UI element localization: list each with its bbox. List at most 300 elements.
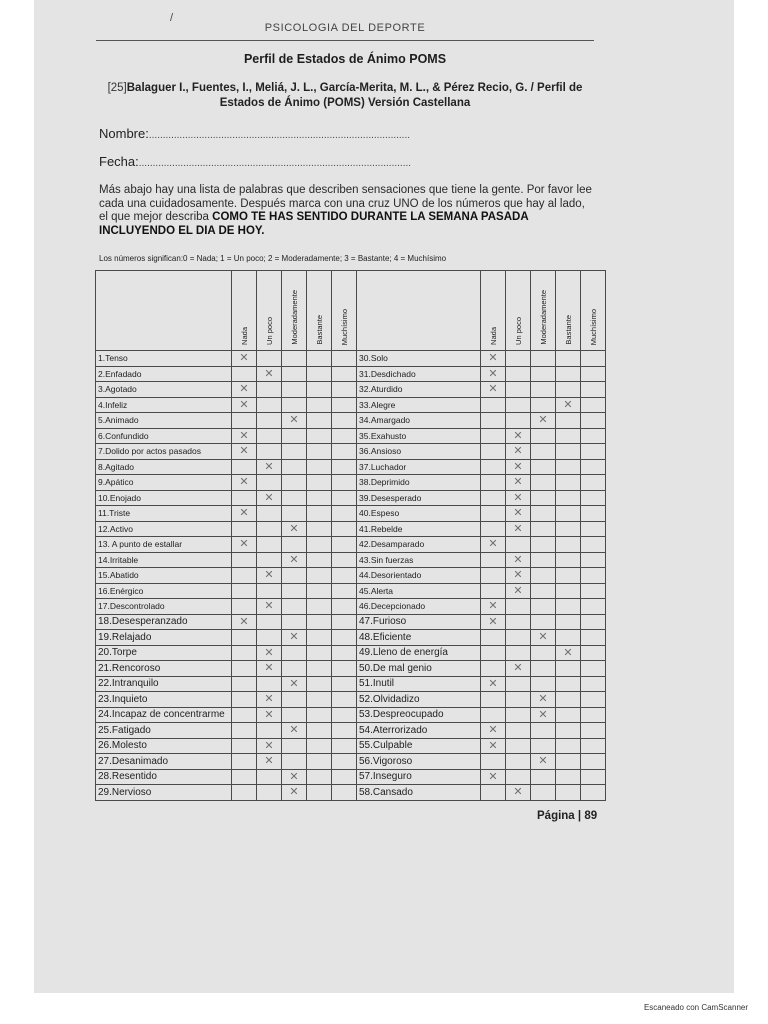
rating-cell[interactable] xyxy=(307,428,332,444)
rating-cell[interactable] xyxy=(581,738,606,754)
rating-cell[interactable] xyxy=(531,568,556,584)
rating-cell[interactable] xyxy=(481,568,506,584)
rating-cell[interactable] xyxy=(282,552,307,568)
rating-cell[interactable] xyxy=(332,459,357,475)
rating-cell[interactable] xyxy=(581,568,606,584)
date-field[interactable] xyxy=(99,154,411,169)
rating-cell[interactable] xyxy=(232,769,257,785)
rating-cell[interactable] xyxy=(481,754,506,770)
rating-cell[interactable] xyxy=(581,413,606,429)
rating-cell[interactable] xyxy=(481,351,506,367)
rating-cell[interactable] xyxy=(556,599,581,615)
rating-cell[interactable] xyxy=(232,537,257,553)
rating-cell[interactable] xyxy=(332,723,357,739)
rating-cell[interactable] xyxy=(332,707,357,723)
rating-cell[interactable] xyxy=(506,382,531,398)
table-row xyxy=(96,351,606,367)
rating-cell[interactable] xyxy=(282,614,307,630)
rating-cell[interactable] xyxy=(481,366,506,382)
rating-cell[interactable] xyxy=(531,692,556,708)
rating-cell[interactable] xyxy=(332,537,357,553)
rating-cell[interactable] xyxy=(257,490,282,506)
rating-cell[interactable] xyxy=(581,366,606,382)
rating-cell[interactable] xyxy=(556,738,581,754)
rating-cell[interactable] xyxy=(257,645,282,661)
cross-mark: ✕ xyxy=(488,600,498,613)
rating-cell[interactable] xyxy=(506,506,531,522)
table-row xyxy=(96,676,606,692)
rating-cell[interactable] xyxy=(257,568,282,584)
rating-cell[interactable] xyxy=(581,444,606,460)
rating-cell[interactable] xyxy=(556,444,581,460)
rating-cell[interactable] xyxy=(257,475,282,491)
rating-cell[interactable] xyxy=(307,599,332,615)
rating-cell[interactable] xyxy=(531,397,556,413)
rating-cell[interactable] xyxy=(307,382,332,398)
rating-cell[interactable] xyxy=(282,490,307,506)
rating-cell[interactable] xyxy=(506,397,531,413)
rating-cell[interactable] xyxy=(257,459,282,475)
rating-cell[interactable] xyxy=(282,397,307,413)
rating-cell[interactable] xyxy=(556,568,581,584)
rating-cell[interactable] xyxy=(307,614,332,630)
cross-mark: ✕ xyxy=(264,600,274,613)
rating-cell[interactable] xyxy=(581,428,606,444)
rating-cell[interactable] xyxy=(232,785,257,801)
rating-cell[interactable] xyxy=(531,552,556,568)
rating-cell[interactable] xyxy=(232,506,257,522)
cross-mark: ✕ xyxy=(538,693,548,706)
rating-cell[interactable] xyxy=(531,413,556,429)
rating-cell[interactable] xyxy=(307,537,332,553)
rating-cell[interactable] xyxy=(257,754,282,770)
rating-cell[interactable] xyxy=(481,676,506,692)
rating-cell[interactable] xyxy=(506,738,531,754)
rating-cell[interactable] xyxy=(506,444,531,460)
rating-cell[interactable] xyxy=(332,754,357,770)
rating-cell[interactable] xyxy=(232,413,257,429)
rating-cell[interactable] xyxy=(332,661,357,677)
rating-cell[interactable] xyxy=(307,366,332,382)
rating-cell[interactable] xyxy=(556,537,581,553)
rating-cell[interactable] xyxy=(232,382,257,398)
rating-cell[interactable] xyxy=(282,738,307,754)
rating-cell[interactable] xyxy=(232,444,257,460)
rating-cell[interactable] xyxy=(531,754,556,770)
rating-cell[interactable] xyxy=(531,738,556,754)
rating-cell[interactable] xyxy=(332,366,357,382)
rating-cell[interactable] xyxy=(307,785,332,801)
rating-cell[interactable] xyxy=(307,351,332,367)
rating-cell[interactable] xyxy=(581,459,606,475)
rating-cell[interactable] xyxy=(481,413,506,429)
rating-cell[interactable] xyxy=(556,552,581,568)
cross-mark: ✕ xyxy=(513,460,523,473)
rating-cell[interactable] xyxy=(481,382,506,398)
item-label: 20.Torpe xyxy=(96,645,232,661)
rating-cell[interactable] xyxy=(481,537,506,553)
rating-cell[interactable] xyxy=(257,599,282,615)
rating-cell[interactable] xyxy=(506,614,531,630)
rating-cell[interactable] xyxy=(531,506,556,522)
rating-cell[interactable] xyxy=(581,521,606,537)
rating-cell[interactable] xyxy=(506,754,531,770)
rating-cell[interactable] xyxy=(282,459,307,475)
rating-cell[interactable] xyxy=(556,723,581,739)
rating-cell[interactable] xyxy=(257,661,282,677)
rating-cell[interactable] xyxy=(232,521,257,537)
rating-cell[interactable] xyxy=(257,614,282,630)
rating-cell[interactable] xyxy=(307,413,332,429)
rating-cell[interactable] xyxy=(506,661,531,677)
rating-cell[interactable] xyxy=(506,537,531,553)
rating-cell[interactable] xyxy=(232,568,257,584)
rating-cell[interactable] xyxy=(506,645,531,661)
rating-cell[interactable] xyxy=(232,552,257,568)
rating-cell[interactable] xyxy=(307,490,332,506)
rating-cell[interactable] xyxy=(307,459,332,475)
rating-cell[interactable] xyxy=(257,366,282,382)
rating-cell[interactable] xyxy=(257,428,282,444)
rating-cell[interactable] xyxy=(282,475,307,491)
rating-cell[interactable] xyxy=(307,568,332,584)
rating-cell[interactable] xyxy=(332,785,357,801)
rating-cell[interactable] xyxy=(307,583,332,599)
rating-cell[interactable] xyxy=(581,351,606,367)
rating-cell[interactable] xyxy=(332,382,357,398)
rating-cell[interactable] xyxy=(257,444,282,460)
rating-cell[interactable] xyxy=(556,490,581,506)
rating-cell[interactable] xyxy=(257,351,282,367)
rating-cell[interactable] xyxy=(581,552,606,568)
rating-cell[interactable] xyxy=(556,769,581,785)
rating-cell[interactable] xyxy=(282,785,307,801)
rating-cell[interactable] xyxy=(531,537,556,553)
rating-cell[interactable] xyxy=(232,614,257,630)
rating-cell[interactable] xyxy=(556,506,581,522)
rating-cell[interactable] xyxy=(307,754,332,770)
rating-cell[interactable] xyxy=(232,351,257,367)
rating-cell[interactable] xyxy=(332,676,357,692)
rating-cell[interactable] xyxy=(481,692,506,708)
rating-cell[interactable] xyxy=(581,599,606,615)
rating-cell[interactable] xyxy=(307,723,332,739)
rating-cell[interactable] xyxy=(257,397,282,413)
rating-cell[interactable] xyxy=(332,413,357,429)
rating-cell[interactable] xyxy=(581,785,606,801)
rating-cell[interactable] xyxy=(282,583,307,599)
rating-cell[interactable] xyxy=(307,630,332,646)
rating-cell[interactable] xyxy=(307,707,332,723)
rating-cell[interactable] xyxy=(531,614,556,630)
rating-cell[interactable] xyxy=(531,785,556,801)
rating-cell[interactable] xyxy=(282,645,307,661)
rating-cell[interactable] xyxy=(581,490,606,506)
rating-cell[interactable] xyxy=(307,676,332,692)
rating-cell[interactable] xyxy=(282,537,307,553)
rating-cell[interactable] xyxy=(506,475,531,491)
rating-cell[interactable] xyxy=(257,723,282,739)
rating-cell[interactable] xyxy=(307,769,332,785)
rating-cell[interactable] xyxy=(581,707,606,723)
rating-cell[interactable] xyxy=(332,738,357,754)
rating-cell[interactable] xyxy=(481,521,506,537)
rating-cell[interactable] xyxy=(581,614,606,630)
rating-cell[interactable] xyxy=(481,475,506,491)
rating-cell[interactable] xyxy=(282,366,307,382)
rating-cell[interactable] xyxy=(257,506,282,522)
rating-cell[interactable] xyxy=(556,382,581,398)
rating-cell[interactable] xyxy=(232,366,257,382)
rating-cell[interactable] xyxy=(257,692,282,708)
rating-cell[interactable] xyxy=(481,599,506,615)
rating-cell[interactable] xyxy=(506,366,531,382)
rating-cell[interactable] xyxy=(232,428,257,444)
rating-cell[interactable] xyxy=(232,661,257,677)
rating-cell[interactable] xyxy=(282,599,307,615)
rating-cell[interactable] xyxy=(506,413,531,429)
rating-cell[interactable] xyxy=(307,475,332,491)
rating-cell[interactable] xyxy=(531,444,556,460)
rating-cell[interactable] xyxy=(531,428,556,444)
rating-cell[interactable] xyxy=(506,583,531,599)
rating-cell[interactable] xyxy=(282,428,307,444)
rating-cell[interactable] xyxy=(257,521,282,537)
rating-cell[interactable] xyxy=(531,723,556,739)
rating-cell[interactable] xyxy=(581,754,606,770)
rating-cell[interactable] xyxy=(282,676,307,692)
rating-cell[interactable] xyxy=(481,583,506,599)
rating-cell[interactable] xyxy=(232,754,257,770)
rating-cell[interactable] xyxy=(332,428,357,444)
rating-cell[interactable] xyxy=(556,413,581,429)
rating-cell[interactable] xyxy=(556,583,581,599)
rating-cell[interactable] xyxy=(282,692,307,708)
rating-cell[interactable] xyxy=(531,475,556,491)
rating-cell[interactable] xyxy=(556,614,581,630)
rating-cell[interactable] xyxy=(481,614,506,630)
rating-cell[interactable] xyxy=(232,397,257,413)
rating-cell[interactable] xyxy=(282,769,307,785)
rating-cell[interactable] xyxy=(307,444,332,460)
rating-cell[interactable] xyxy=(232,692,257,708)
rating-cell[interactable] xyxy=(481,785,506,801)
rating-cell[interactable] xyxy=(282,754,307,770)
rating-cell[interactable] xyxy=(257,738,282,754)
rating-cell[interactable] xyxy=(481,645,506,661)
rating-cell[interactable] xyxy=(556,397,581,413)
rating-cell[interactable] xyxy=(232,490,257,506)
rating-cell[interactable] xyxy=(282,521,307,537)
rating-cell[interactable] xyxy=(332,521,357,537)
rating-cell[interactable] xyxy=(556,661,581,677)
rating-cell[interactable] xyxy=(556,351,581,367)
rating-cell[interactable] xyxy=(581,397,606,413)
rating-cell[interactable] xyxy=(282,707,307,723)
rating-cell[interactable] xyxy=(506,490,531,506)
rating-cell[interactable] xyxy=(481,490,506,506)
cross-mark: ✕ xyxy=(513,476,523,489)
rating-cell[interactable] xyxy=(481,506,506,522)
rating-cell[interactable] xyxy=(581,692,606,708)
rating-cell[interactable] xyxy=(257,630,282,646)
rating-cell[interactable] xyxy=(282,568,307,584)
name-field[interactable] xyxy=(99,126,410,141)
rating-cell[interactable] xyxy=(581,583,606,599)
rating-cell[interactable] xyxy=(531,583,556,599)
rating-cell[interactable] xyxy=(506,459,531,475)
rating-cell[interactable] xyxy=(332,568,357,584)
rating-cell[interactable] xyxy=(556,645,581,661)
rating-cell[interactable] xyxy=(556,692,581,708)
rating-cell[interactable] xyxy=(581,676,606,692)
rating-cell[interactable] xyxy=(332,630,357,646)
rating-cell[interactable] xyxy=(556,459,581,475)
rating-cell[interactable] xyxy=(531,459,556,475)
rating-cell[interactable] xyxy=(481,459,506,475)
rating-cell[interactable] xyxy=(257,552,282,568)
rating-cell[interactable] xyxy=(531,490,556,506)
rating-cell[interactable] xyxy=(531,382,556,398)
rating-cell[interactable] xyxy=(556,707,581,723)
rating-cell[interactable] xyxy=(307,397,332,413)
rating-cell[interactable] xyxy=(556,676,581,692)
rating-cell[interactable] xyxy=(506,351,531,367)
rating-cell[interactable] xyxy=(506,723,531,739)
rating-cell[interactable] xyxy=(332,583,357,599)
rating-cell[interactable] xyxy=(481,428,506,444)
rating-cell[interactable] xyxy=(232,738,257,754)
rating-cell[interactable] xyxy=(506,630,531,646)
rating-cell[interactable] xyxy=(282,506,307,522)
rating-cell[interactable] xyxy=(581,537,606,553)
rating-cell[interactable] xyxy=(581,661,606,677)
rating-cell[interactable] xyxy=(481,723,506,739)
rating-cell[interactable] xyxy=(257,676,282,692)
rating-cell[interactable] xyxy=(531,707,556,723)
rating-cell[interactable] xyxy=(556,428,581,444)
rating-cell[interactable] xyxy=(506,552,531,568)
rating-cell[interactable] xyxy=(531,676,556,692)
rating-cell[interactable] xyxy=(232,723,257,739)
rating-cell[interactable] xyxy=(506,568,531,584)
rating-cell[interactable] xyxy=(506,707,531,723)
rating-cell[interactable] xyxy=(232,459,257,475)
rating-cell[interactable] xyxy=(556,521,581,537)
rating-cell[interactable] xyxy=(556,630,581,646)
rating-cell[interactable] xyxy=(332,599,357,615)
rating-cell[interactable] xyxy=(282,630,307,646)
rating-cell[interactable] xyxy=(506,769,531,785)
rating-cell[interactable] xyxy=(481,769,506,785)
rating-cell[interactable] xyxy=(481,738,506,754)
rating-cell[interactable] xyxy=(257,707,282,723)
rating-cell[interactable] xyxy=(232,599,257,615)
rating-cell[interactable] xyxy=(481,397,506,413)
rating-cell[interactable] xyxy=(556,754,581,770)
rating-cell[interactable] xyxy=(531,645,556,661)
rating-cell[interactable] xyxy=(282,661,307,677)
rating-cell[interactable] xyxy=(556,366,581,382)
rating-cell[interactable] xyxy=(232,583,257,599)
rating-cell[interactable] xyxy=(581,645,606,661)
rating-cell[interactable] xyxy=(282,444,307,460)
rating-cell[interactable] xyxy=(481,552,506,568)
rating-cell[interactable] xyxy=(531,521,556,537)
rating-cell[interactable] xyxy=(581,769,606,785)
rating-cell[interactable] xyxy=(581,723,606,739)
rating-cell[interactable] xyxy=(307,692,332,708)
rating-cell[interactable] xyxy=(332,397,357,413)
rating-cell[interactable] xyxy=(506,428,531,444)
rating-cell[interactable] xyxy=(307,738,332,754)
rating-cell[interactable] xyxy=(531,351,556,367)
rating-cell[interactable] xyxy=(581,382,606,398)
rating-cell[interactable] xyxy=(307,506,332,522)
rating-cell[interactable] xyxy=(506,599,531,615)
rating-cell[interactable] xyxy=(282,413,307,429)
rating-cell[interactable] xyxy=(506,785,531,801)
rating-cell[interactable] xyxy=(307,661,332,677)
rating-cell[interactable] xyxy=(581,475,606,491)
rating-cell[interactable] xyxy=(232,645,257,661)
rating-cell[interactable] xyxy=(332,769,357,785)
rating-cell[interactable] xyxy=(257,537,282,553)
rating-cell[interactable] xyxy=(531,366,556,382)
rating-cell[interactable] xyxy=(257,583,282,599)
rating-cell[interactable] xyxy=(506,692,531,708)
rating-cell[interactable] xyxy=(531,769,556,785)
rating-cell[interactable] xyxy=(307,552,332,568)
rating-cell[interactable] xyxy=(581,630,606,646)
rating-cell[interactable] xyxy=(531,661,556,677)
rating-cell[interactable] xyxy=(531,630,556,646)
rating-cell[interactable] xyxy=(257,769,282,785)
rating-cell[interactable] xyxy=(282,382,307,398)
rating-cell[interactable] xyxy=(232,475,257,491)
rating-cell[interactable] xyxy=(481,444,506,460)
rating-cell[interactable] xyxy=(307,645,332,661)
rating-cell[interactable] xyxy=(556,475,581,491)
rating-cell[interactable] xyxy=(332,506,357,522)
rating-cell[interactable] xyxy=(556,785,581,801)
rating-cell[interactable] xyxy=(257,382,282,398)
rating-cell[interactable] xyxy=(282,723,307,739)
rating-cell[interactable] xyxy=(232,630,257,646)
rating-cell[interactable] xyxy=(332,490,357,506)
rating-cell[interactable] xyxy=(282,351,307,367)
rating-cell[interactable] xyxy=(332,351,357,367)
rating-cell[interactable] xyxy=(332,552,357,568)
rating-cell[interactable] xyxy=(232,707,257,723)
rating-cell[interactable] xyxy=(506,676,531,692)
rating-cell[interactable] xyxy=(581,506,606,522)
rating-cell[interactable] xyxy=(531,599,556,615)
rating-cell[interactable] xyxy=(506,521,531,537)
rating-cell[interactable] xyxy=(332,645,357,661)
rating-cell[interactable] xyxy=(257,785,282,801)
rating-cell[interactable] xyxy=(481,661,506,677)
rating-cell[interactable] xyxy=(332,614,357,630)
rating-cell[interactable] xyxy=(257,413,282,429)
rating-cell[interactable] xyxy=(481,630,506,646)
rating-cell[interactable] xyxy=(332,475,357,491)
rating-cell[interactable] xyxy=(307,521,332,537)
rating-cell[interactable] xyxy=(332,444,357,460)
rating-cell[interactable] xyxy=(332,692,357,708)
rating-cell[interactable] xyxy=(232,676,257,692)
rating-cell[interactable] xyxy=(481,707,506,723)
